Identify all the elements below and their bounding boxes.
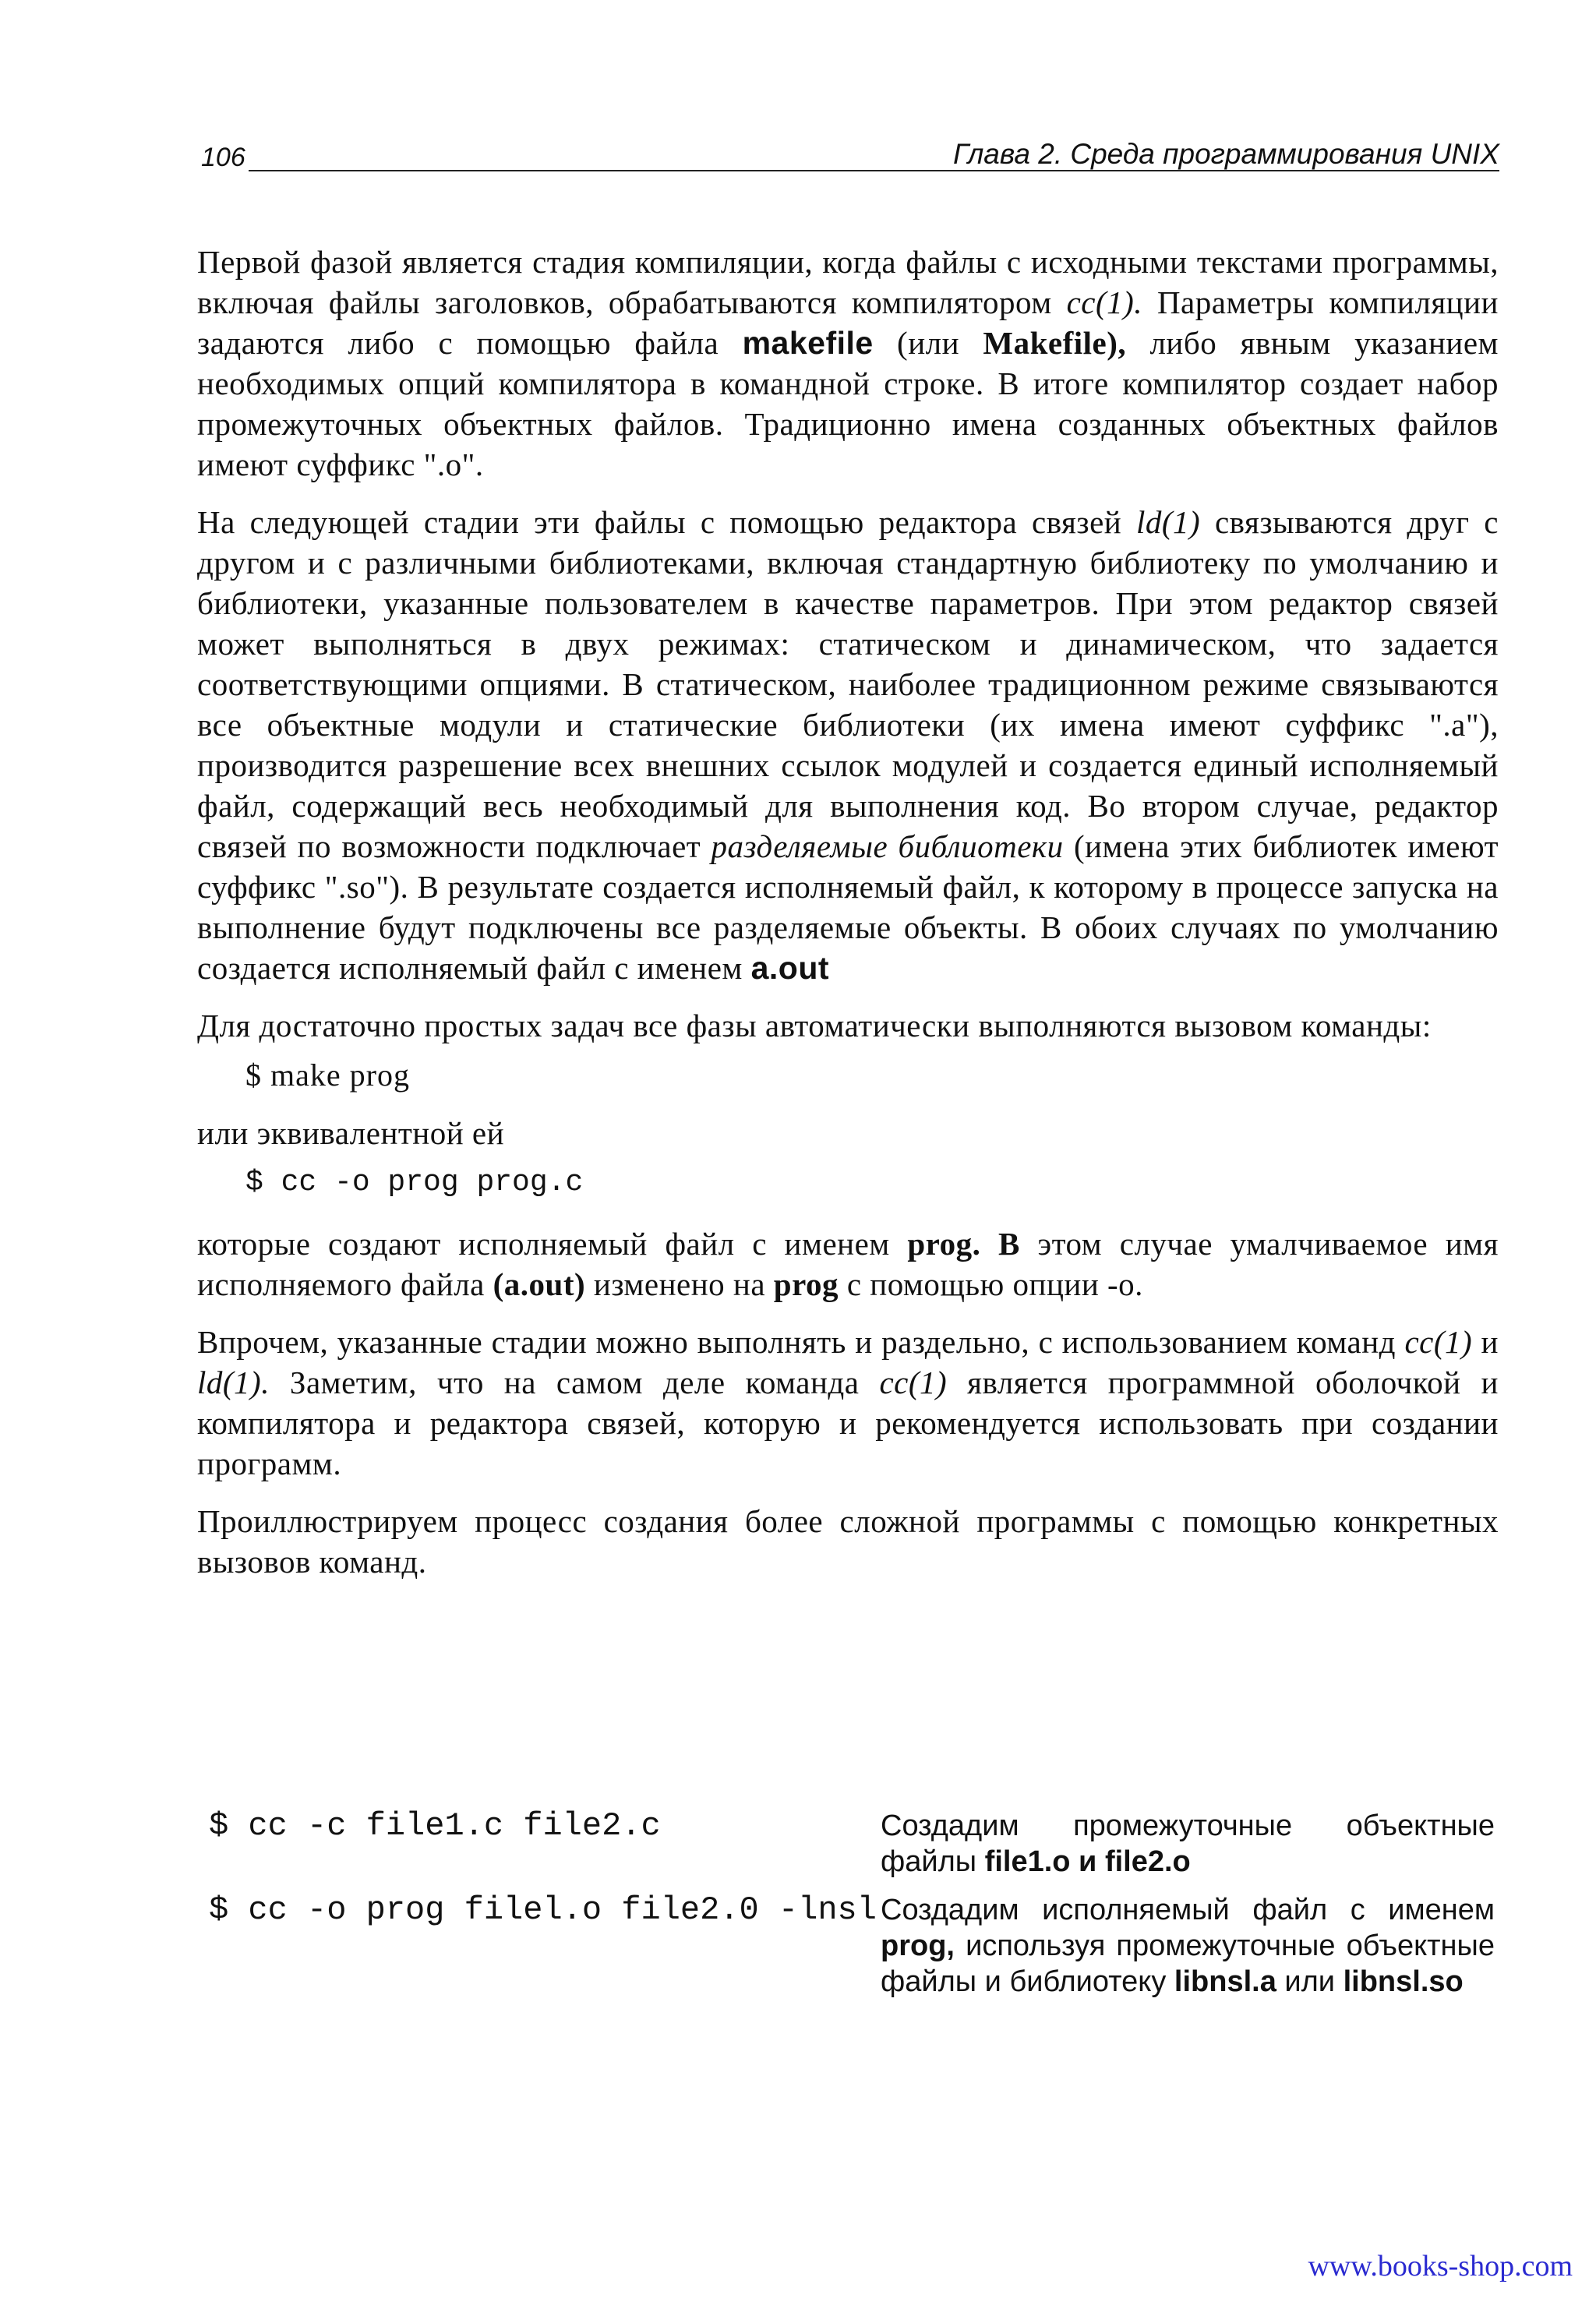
prog-term-2: prog (773, 1266, 839, 1302)
aout-term: a.out (750, 950, 830, 986)
header-rule (226, 170, 1499, 171)
running-title: Глава 2. Среда программирования UNIX (948, 139, 1499, 170)
makefile-term: makefile (742, 325, 874, 361)
example-command: $ cc -c file1.c file2.c (209, 1807, 661, 1845)
ld-ref: ld(1) (1135, 504, 1201, 540)
ld-ref-2: ld(1). (197, 1365, 270, 1400)
paragraph-separate-stages: Впрочем, указанные стадии можно выполнять и раздельно, с использованием команд cc(1) и ld(1). Заметим, что на самом деле команда cc(1) является программной оболочкой и компилятора и редактора связей, которую и рекомендуется использовать при создании программ. (197, 1324, 1499, 1481)
footer-link[interactable]: www.books-shop.com (1308, 2250, 1573, 2283)
command-make-prog: $ make prog (245, 1057, 410, 1093)
example-description: Создадим исполняемый файл с именем prog, используя промежуточные объектные файлы и библиотеку libnsl.a или libnsl.so (881, 1894, 1495, 1998)
command-cc-prog: $ cc -o prog prog.c (245, 1166, 584, 1199)
shared-libraries-term: разделяемые библиотеки (711, 828, 1064, 864)
cc-ref-3: cc(1) (879, 1365, 948, 1400)
paragraph-output-name: которые создают исполняемый файл с именем prog. В этом случае умалчиваемое имя исполняемого файла (a.out) изменено на prog с помощью опции -o. (197, 1226, 1499, 1302)
cc-ref-2: cc(1) (1404, 1324, 1473, 1360)
page-number: 106 (201, 143, 249, 171)
example-description: Создадим промежуточные объектные файлы file1.o и file2.o (881, 1809, 1495, 1878)
examples-table (201, 1808, 1495, 2048)
paragraph-simple-tasks: Для достаточно простых задач все фазы автоматически выполняются вызовом команды: (197, 1008, 1432, 1043)
paragraph-equivalent: или эквивалентной ей (197, 1115, 505, 1151)
Makefile-term: Makefile), (983, 325, 1127, 361)
example-row (201, 1808, 1495, 1892)
paragraph-illustrate: Проиллюстрируем процесс создания более сложной программы с помощью конкретных вызовов команд. (197, 1503, 1499, 1580)
example-command: $ cc -o prog filel.o file2.0 -lnsl (209, 1891, 877, 1929)
cc-ref: cc(1). (1066, 284, 1143, 320)
paragraph-compile-stage: Первой фазой является стадия компиляции, когда файлы с исходными текстами программы, включая файлы заголовков, обрабатываются компилятором cc(1). Параметры компиляции задаются либо с помощью файла makefile (или Makefile), либо явным указанием необходимых опций компилятора в командной строке. В итоге компилятор создает набор промежуточных объектных файлов. Традиционно имена созданных объектных файлов имеют суффикс ".o". (197, 244, 1499, 482)
paragraph-link-stage: На следующей стадии эти файлы с помощью редактора связей ld(1) связываются друг с другом и с различными библиотеками, включая стандартную библиотеку по умолчанию и библиотеки, указанные пользователем в качестве параметров. При этом редактор связей может выполняться в двух режимах: статическом и динамическом, что задается соответствующими опциями. В статическом, наиболее традиционном режиме связываются все объектные модули и статические библиотеки (их имена имеют суффикс ".a"), производится разрешение всех внешних ссылок модулей и создается единый исполняемый файл, содержащий весь необходимый для выполнения код. Во втором случае, редактор связей по возможности подключает разделяемые библиотеки (имена этих библиотек имеют суффикс ".so"). В результате создается исполняемый файл, к которому в процессе запуска на выполнение будут подключены все разделяемые объекты. В обоих случаях по умолчанию создается исполняемый файл с именем a.out (197, 504, 1499, 986)
prog-term: prog. (907, 1226, 981, 1262)
aout-term-2: (a.out) (493, 1266, 586, 1302)
example-row (201, 1892, 1495, 2048)
running-header (201, 131, 1499, 176)
main-text (197, 242, 1499, 1599)
